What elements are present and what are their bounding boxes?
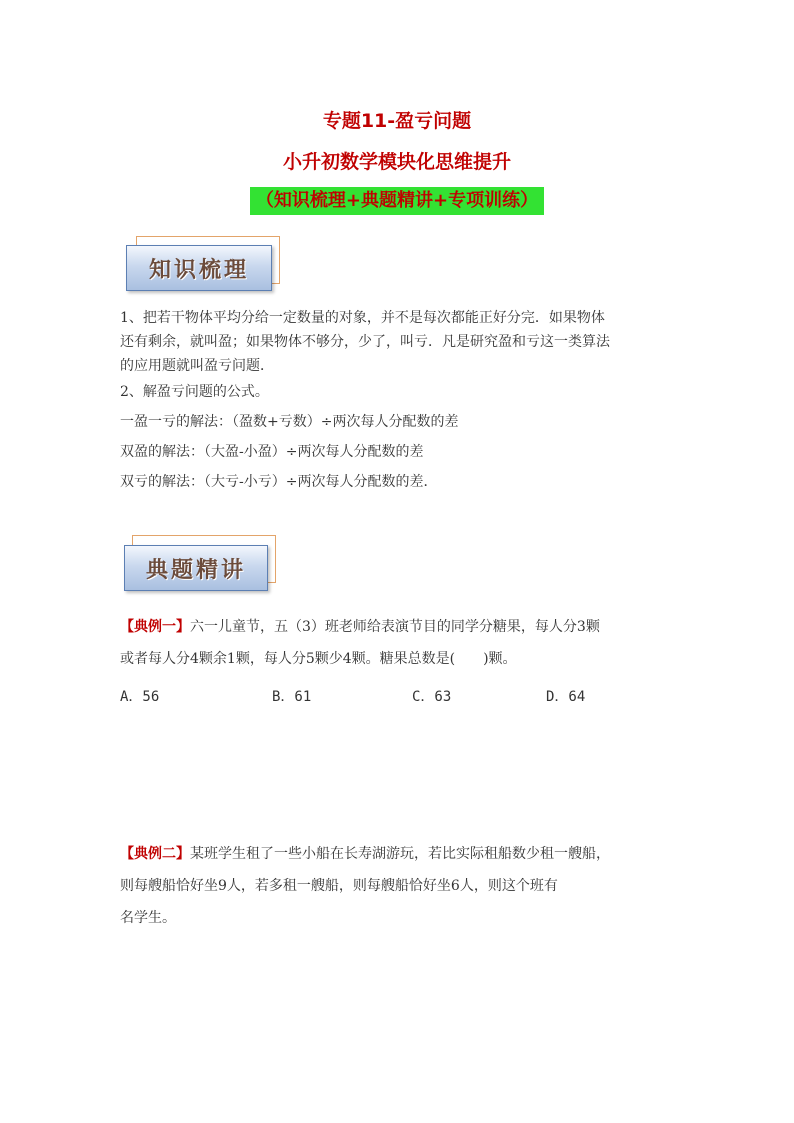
knowledge-line: 双盈的解法：（大盈-小盈）÷两次每人分配数的差 — [120, 444, 424, 460]
section-banner-examples — [124, 545, 268, 591]
page-title: 专题11-盈亏问题 — [322, 110, 472, 132]
section-banner-knowledge-label: 知识梳理 — [148, 257, 249, 283]
example-1-tag: 【典例一】 — [120, 619, 190, 635]
option-b: B．61 — [272, 689, 312, 705]
page-subtitle: 小升初数学模块化思维提升 — [282, 151, 511, 173]
example-2-tag: 【典例二】 — [120, 846, 190, 862]
example-2-line: 某班学生租了一些小船在长寿湖游玩，若比实际租船数少租一艘船， — [190, 846, 610, 862]
tagline: （知识梳理+典题精讲+专项训练） — [250, 187, 544, 215]
option-d: D．64 — [546, 689, 586, 705]
knowledge-line: 还有剩余，就叫盈；如果物体不够分，少了，叫亏．凡是研究盈和亏这一类算法 — [120, 334, 610, 350]
option-a: A．56 — [120, 689, 160, 705]
knowledge-line: 的应用题就叫盈亏问题． — [120, 358, 274, 374]
knowledge-line: 1、把若干物体平均分给一定数量的对象，并不是每次都能正好分完．如果物体 — [120, 310, 605, 326]
example-1 — [120, 611, 700, 675]
example-1-line: 六一儿童节，五（3）班老师给表演节目的同学分糖果，每人分3颗 — [190, 619, 600, 635]
knowledge-text — [120, 306, 690, 494]
option-c: C．63 — [412, 689, 452, 705]
knowledge-line: 双亏的解法：（大亏-小亏）÷两次每人分配数的差． — [120, 474, 438, 490]
example-2 — [120, 838, 700, 934]
section-banner-examples-label: 典题精讲 — [145, 557, 246, 583]
example-1-line: 或者每人分4颗余1颗，每人分5颗少4颗。糖果总数是( )颗。 — [120, 651, 517, 667]
tagline-wrap — [0, 187, 794, 215]
section-banner-knowledge — [126, 245, 272, 291]
example-2-line: 名学生。 — [120, 910, 176, 926]
knowledge-line: 一盈一亏的解法：（盈数+亏数）÷两次每人分配数的差 — [120, 414, 459, 430]
knowledge-line: 2、解盈亏问题的公式。 — [120, 384, 269, 400]
example-2-line: 则每艘船恰好坐9人，若多租一艘船，则每艘船恰好坐6人，则这个班有 — [120, 878, 558, 894]
